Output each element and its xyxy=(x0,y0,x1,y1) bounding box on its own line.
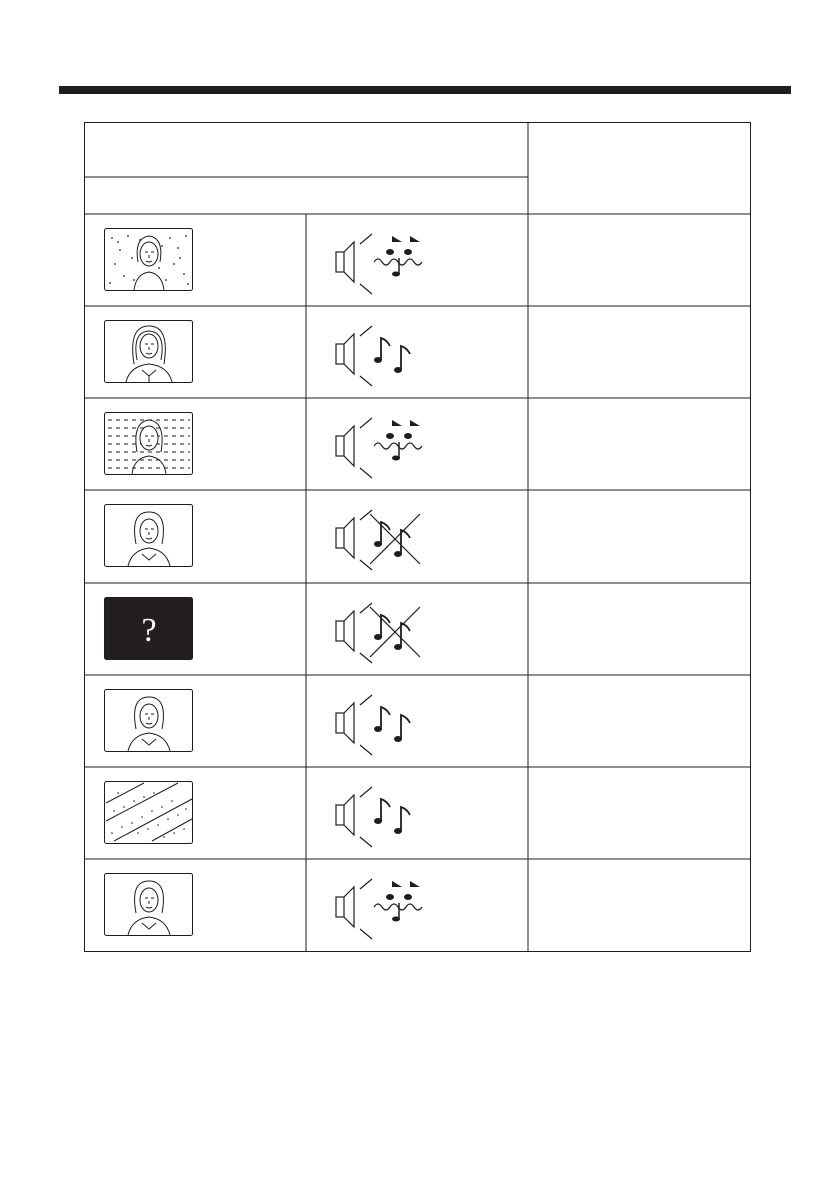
snowy-face-icon xyxy=(104,228,194,292)
normal-sound-icon xyxy=(330,314,450,394)
table-row xyxy=(84,306,751,398)
no-picture-icon xyxy=(104,597,194,661)
question-mark-glyph: ? xyxy=(141,612,157,649)
top-rule xyxy=(59,86,791,94)
noisy-sound-icon xyxy=(330,222,450,302)
diagonal-interference-icon xyxy=(104,781,194,845)
clear-face-icon xyxy=(104,504,194,568)
clear-face-icon xyxy=(104,689,194,753)
no-sound-icon xyxy=(330,498,450,578)
table-row xyxy=(84,398,751,490)
noisy-sound-icon xyxy=(330,867,450,947)
table-row xyxy=(84,675,751,767)
table-row xyxy=(84,490,751,582)
clear-face-icon xyxy=(104,873,194,937)
clear-face-icon xyxy=(104,320,194,384)
noisy-sound-icon xyxy=(330,406,450,486)
striped-face-icon xyxy=(104,412,194,476)
normal-sound-icon xyxy=(330,775,450,855)
table-row xyxy=(84,767,751,859)
table-row xyxy=(84,583,751,675)
table-row xyxy=(84,214,751,306)
table-row xyxy=(84,859,751,951)
normal-sound-icon xyxy=(330,683,450,763)
no-sound-icon xyxy=(330,591,450,671)
troubleshooting-table xyxy=(84,122,751,952)
